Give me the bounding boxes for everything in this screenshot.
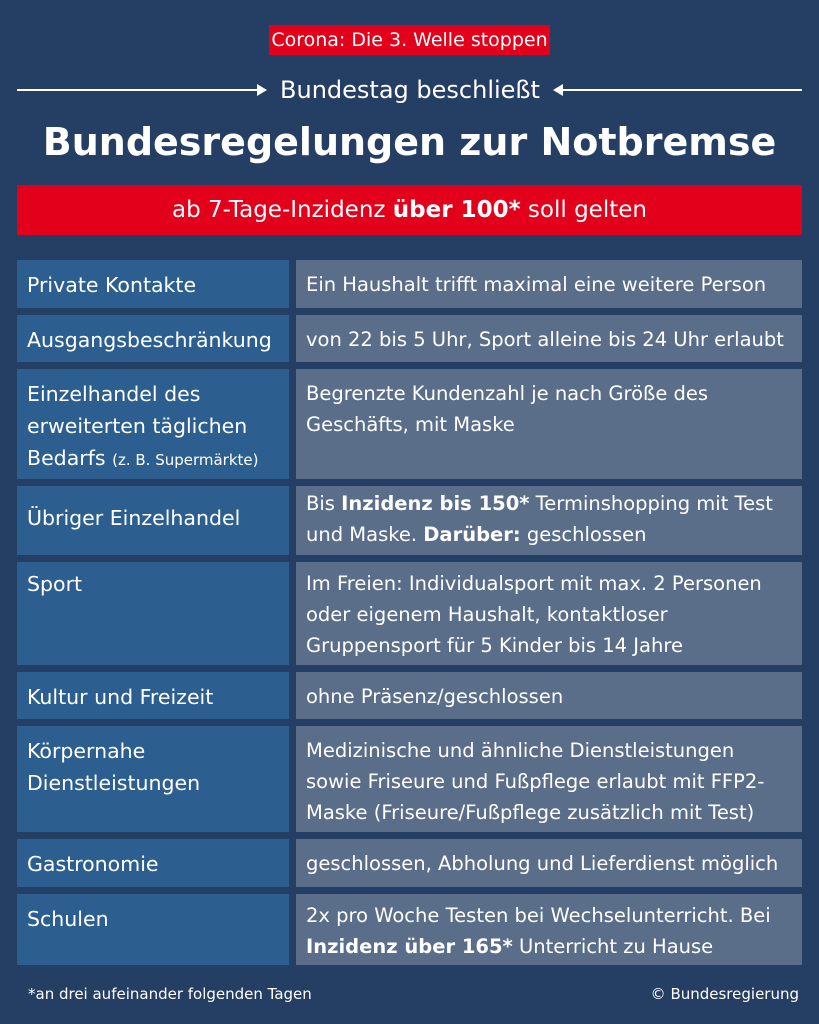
row-content: Ein Haushalt trifft maximal eine weitere Person	[296, 260, 802, 308]
right-arrow-icon	[17, 89, 261, 91]
banner-text-pre: ab 7-Tage-Inzidenz	[172, 197, 393, 223]
row-text-bold: Inzidenz über 165*	[306, 935, 513, 958]
table-row	[17, 894, 802, 965]
left-arrow-icon	[558, 89, 802, 91]
row-label-note: (z. B. Supermärkte)	[112, 451, 259, 469]
footnote: *an drei aufeinander folgenden Tagen	[28, 985, 312, 1003]
row-content: von 22 bis 5 Uhr, Sport alleine bis 24 Uhr erlaubt	[296, 315, 802, 362]
row-label	[17, 369, 289, 479]
table-row	[17, 315, 802, 362]
copyright: © Bundesregierung	[650, 985, 799, 1003]
row-content: Im Freien: Individualsport mit max. 2 Personen oder eigenem Haushalt, kontaktloser Gruppensport für 5 Kinder bis 14 Jahre	[296, 562, 802, 665]
table-row	[17, 726, 802, 832]
row-label-main: Einzelhandel des erweiterten täglichen Bedarfs	[27, 382, 248, 470]
banner-text-post: soll gelten	[520, 197, 647, 223]
row-label: Kultur und Freizeit	[17, 672, 289, 719]
table-row	[17, 486, 802, 555]
table-row	[17, 839, 802, 887]
page-title: Bundesregelungen zur Notbremse	[42, 120, 777, 164]
table-row	[17, 672, 802, 719]
row-text-bold: Darüber:	[423, 523, 521, 546]
row-label: Private Kontakte	[17, 260, 289, 308]
subtitle-bar	[0, 72, 819, 108]
row-label: Schulen	[17, 894, 289, 965]
topic-badge: Corona: Die 3. Welle stoppen	[269, 25, 550, 55]
arrowhead-right-icon	[257, 84, 267, 96]
row-text: Bis	[306, 492, 342, 515]
row-content: Medizinische und ähnliche Dienstleistungen sowie Friseure und Fußpflege erlaubt mit FFP2-Maske (Friseure/Fußpflege zusätzlich mit Test)	[296, 726, 802, 832]
row-content	[296, 894, 802, 965]
row-content	[296, 486, 802, 555]
row-label: Sport	[17, 562, 289, 665]
row-text: geschlossen	[520, 523, 647, 546]
row-text-bold: Inzidenz bis 150*	[341, 492, 530, 515]
row-label: Körpernahe Dienstleistungen	[17, 726, 289, 832]
row-label: Ausgangsbeschränkung	[17, 315, 289, 362]
row-text: 2x pro Woche Testen bei Wechselunterricht. Bei	[306, 904, 771, 927]
table-row	[17, 369, 802, 479]
banner-text-bold: über 100*	[392, 197, 521, 223]
incidence-banner	[17, 185, 802, 235]
row-label: Übriger Einzelhandel	[17, 486, 289, 555]
row-text: Terminshopping mit Test und Maske.	[306, 492, 773, 546]
row-text: Unterricht zu Hause	[512, 935, 714, 958]
row-content: geschlossen, Abholung und Lieferdienst möglich	[296, 839, 802, 887]
row-content: Begrenzte Kundenzahl je nach Größe des Geschäfts, mit Maske	[296, 369, 802, 479]
row-label: Gastronomie	[17, 839, 289, 887]
table-row	[17, 260, 802, 308]
subtitle: Bundestag beschließt	[280, 76, 540, 104]
row-content: ohne Präsenz/geschlossen	[296, 672, 802, 719]
table-row	[17, 562, 802, 665]
